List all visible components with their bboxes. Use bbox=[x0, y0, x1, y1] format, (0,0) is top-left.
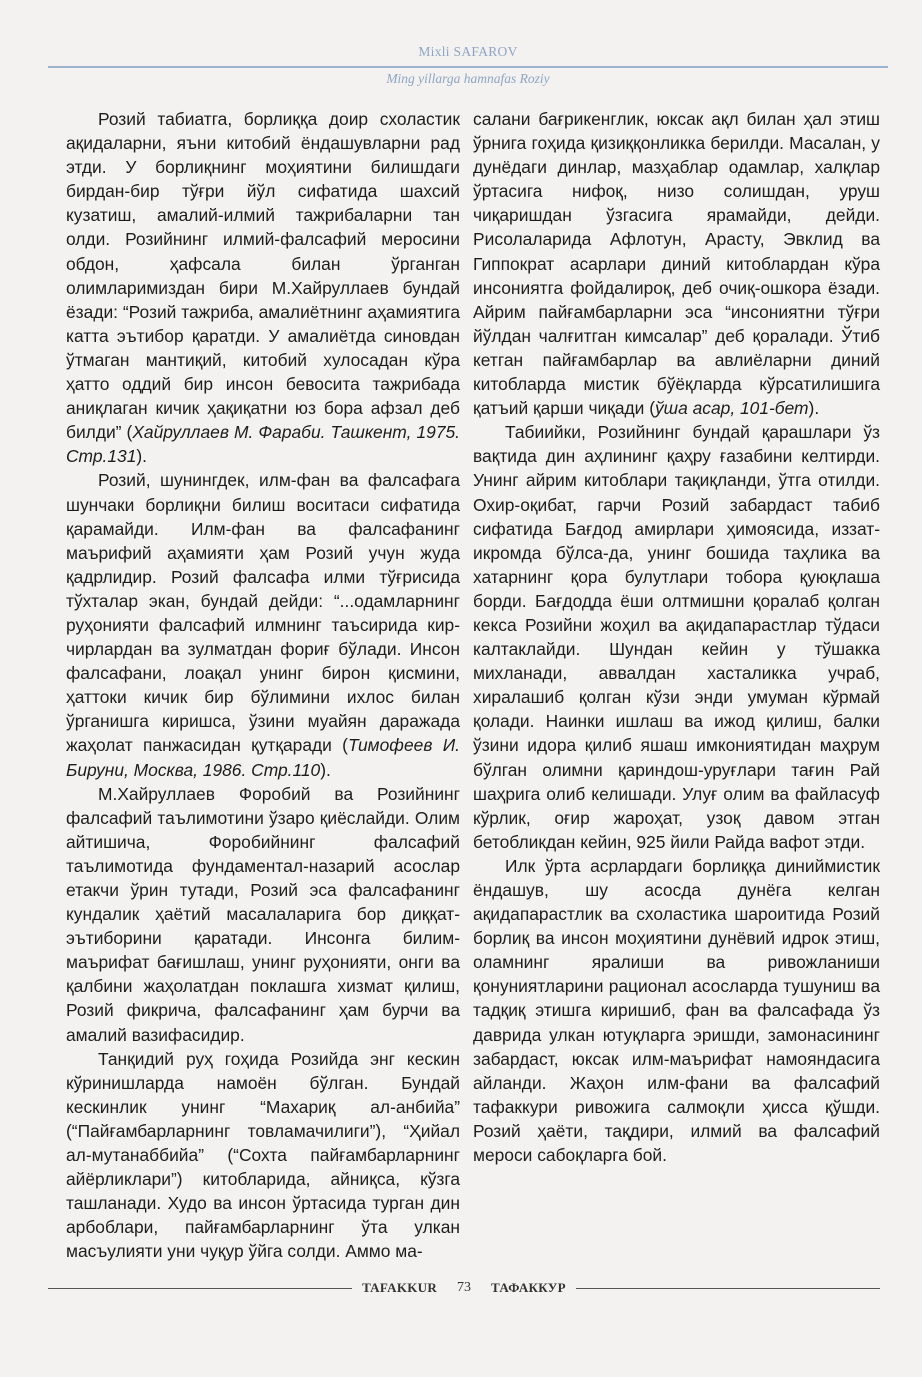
paragraph: Табиийки, Розийнинг бундай қарашлари ўз вақтида дин аҳлининг қаҳру ғазабини келтирди. Унинг айрим китоблари тақиқланди, ўтга отилди. Охир-оқибат, гарчи Розий забардаст табиб сифатида Бағдод амирлари ҳимоясида, иззат-икромда бўлса-да, унинг бошида таҳлика ва хатарнинг қора булутлари тобора қуюқлаша борди. Бағдодда ёши олтмишни қоралаб қолган кекса Розийни жоҳил ва ақидапарастлар тўдаси калтаклайди. Шундан кейин у тўшакка михланади, аввалдан хасталикка учраб, хиралашиб қолган кўзи энди умуман кўрмай қолади. Наинки ишлаш ва ижод қилиш, балки ўзини идора қилиб яшаш имкониятидан маҳрум бўлган олимни қариндош-уруғлари тағин Рай шаҳрига олиб келишади. Улуғ олим ва файласуф кўрлик, оғир жароҳат, узоқ давом этган бетобликдан кейин, 925 йили Райда вафот этди. bbox=[473, 422, 880, 852]
header-author: Mixli SAFAROV bbox=[418, 44, 518, 59]
paragraph: Танқидий руҳ гоҳида Розийда энг кескин кўринишларда намоён бўлган. Бундай кескинлик унинг “Махариқ ал-анбийа” (“Пайғамбарларнинг товламачилиги”), “Ҳийал ал-мутанаббийа” (“Сохта пайғамбарларнинг айёрликлари”) китобларида, айниқса, кўзга ташланади. Худо ва инсон ўртасида турган дин арбоблари, пайғамбарларнинг ўта улкан масъулияти уни чуқур ўйга солди. Аммо ма- bbox=[66, 1048, 460, 1262]
page-number: 73 bbox=[457, 1280, 472, 1295]
running-header bbox=[48, 44, 888, 87]
header-title: Ming yillarga hamnafas Roziy bbox=[386, 71, 550, 86]
footer-rule-right bbox=[576, 1288, 880, 1289]
right-column bbox=[473, 107, 880, 1167]
paragraph-continued: салани бағрикенглик, юксак ақл билан ҳал этиш ўрнига гоҳида қизиққонликка берилди. Масалан, у дунёдаги динлар, мазҳаблар одамлар, халқлар ўртасига нифоқ, низо солишдан, уруш чиқаришдан ўзгасига ярамайди, дейди. Рисолаларида Афлотун, Арасту, Эвклид ва Гиппократ асарлари диний китоблардан кўра инсониятга фойдалироқ, деб очиқ-ошкора ёзади. Айрим пайғамбарларни эса “инсониятни тўғри йўлдан чалғитган кимсалар” деб қоралади. Ўтиб кетган пайғамбарлар ва авлиёларни диний китобларда мистик бўёқларда кўрсатилишига қатъий қарши чиқади (ўша асар, 101-бет). bbox=[473, 109, 880, 419]
paragraph: М.Хайруллаев Форобий ва Розийнинг фалсафий таълимотини ўзаро қиёслайди. Олим айтишича, Форобийнинг фалсафий таълимотида фундаментал-назарий асослар етакчи ўрин тутади, Розий эса фалсафанинг кундалик ҳаётий масалаларига бор диққат-эътиборини қаратади. Инсонга билим-маърифат бағишлаш, унинг руҳонияти, онги ва қалбини жаҳолатдан поклашга хизмат қилиш, Розий фикрича, фалсафанинг ҳам бурчи ва амалий вазифасидир. bbox=[66, 783, 460, 1045]
paragraph: Розий, шунингдек, илм-фан ва фалсафага шунчаки борлиқни билиш воситаси сифатида қарамайди. Илм-фан ва фалсафанинг маърифий аҳамияти ҳам Розий учун жуда қадрлидир. Розий фалсафа илми тўғрисида тўхталар экан, бундай дейди: “...одамларнинг руҳонияти фалсафий илмнинг таъсирида кир-чирлардан ва зулматдан фориғ бўлади. Инсон фалсафани, лоақал унинг бирон қисмини, ҳаттоки кичик бир бўлимини ихлос билан ўрганишга киришса, ўзини муайян даражада жаҳолат панжасидан қутқаради (Тимофеев И. Бируни, Москва, 1986. Стр.110). bbox=[66, 470, 460, 780]
citation: ўша асар, 101-бет bbox=[654, 398, 809, 419]
page-footer bbox=[48, 1278, 880, 1298]
citation: Тимофеев И. Бируни, Москва, 1986. Стр.110 bbox=[66, 735, 460, 780]
paragraph: Розий табиатга, борлиққа доир схоластик ақидаларни, яъни китобий ёндашувларни рад этди. У борлиқнинг моҳиятини билишдаги бирдан-бир тўғри йўл сифатида шахсий кузатиш, амалий-илмий тажрибаларни тан олди. Розийнинг илмий-фалсафий меросини обдон, ҳафсала билан ўрганган олимларимиздан бири М.Хайруллаев бундай ёзади: “Розий тажриба, амалиётнинг аҳамиятига катта эътибор қаратди. У амалиётда синовдан ўтмаган мантиқий, китобий хулосадан кўра ҳатто оддий бир инсон бевосита тажрибада аниқлаган кичик ҳақиқатни юз бора афзал деб билди” (Хайруллаев М. Фараби. Ташкент, 1975. Стр.131). bbox=[66, 109, 460, 467]
citation: Хайруллаев М. Фараби. Ташкент, 1975. Стр.131 bbox=[66, 422, 460, 467]
footer-magazine-cyrillic: ТАФАККУР bbox=[491, 1280, 566, 1295]
paragraph: Илк ўрта асрлардаги борлиққа диниймистик ёндашув, шу асосда дунёга келган ақидапарастлик ва схоластика шароитида Розий борлиқ ва инсон моҳиятини дунёвий идрок этиш, оламнинг яралиши ва ривожланиши қонуниятларини рационал асосларда тушуниш ва тадқиқ этишга киришиб, фан ва фалсафада ўз даврида улкан ютуқларга эришди, замонасининг забардаст, юксак илм-маърифат намояндасига айланди. Жаҳон илм-фани ва фалсафий тафаккури ривожига салмоқли ҳисса қўшди. Розий ҳаёти, тақдири, илмий ва фалсафий мероси сабоқларга бой. bbox=[473, 855, 880, 1166]
header-rule bbox=[48, 66, 888, 68]
footer-rule-left bbox=[48, 1288, 352, 1289]
footer-magazine-latin: TAFAKKUR bbox=[362, 1280, 438, 1295]
left-column bbox=[66, 107, 460, 1264]
